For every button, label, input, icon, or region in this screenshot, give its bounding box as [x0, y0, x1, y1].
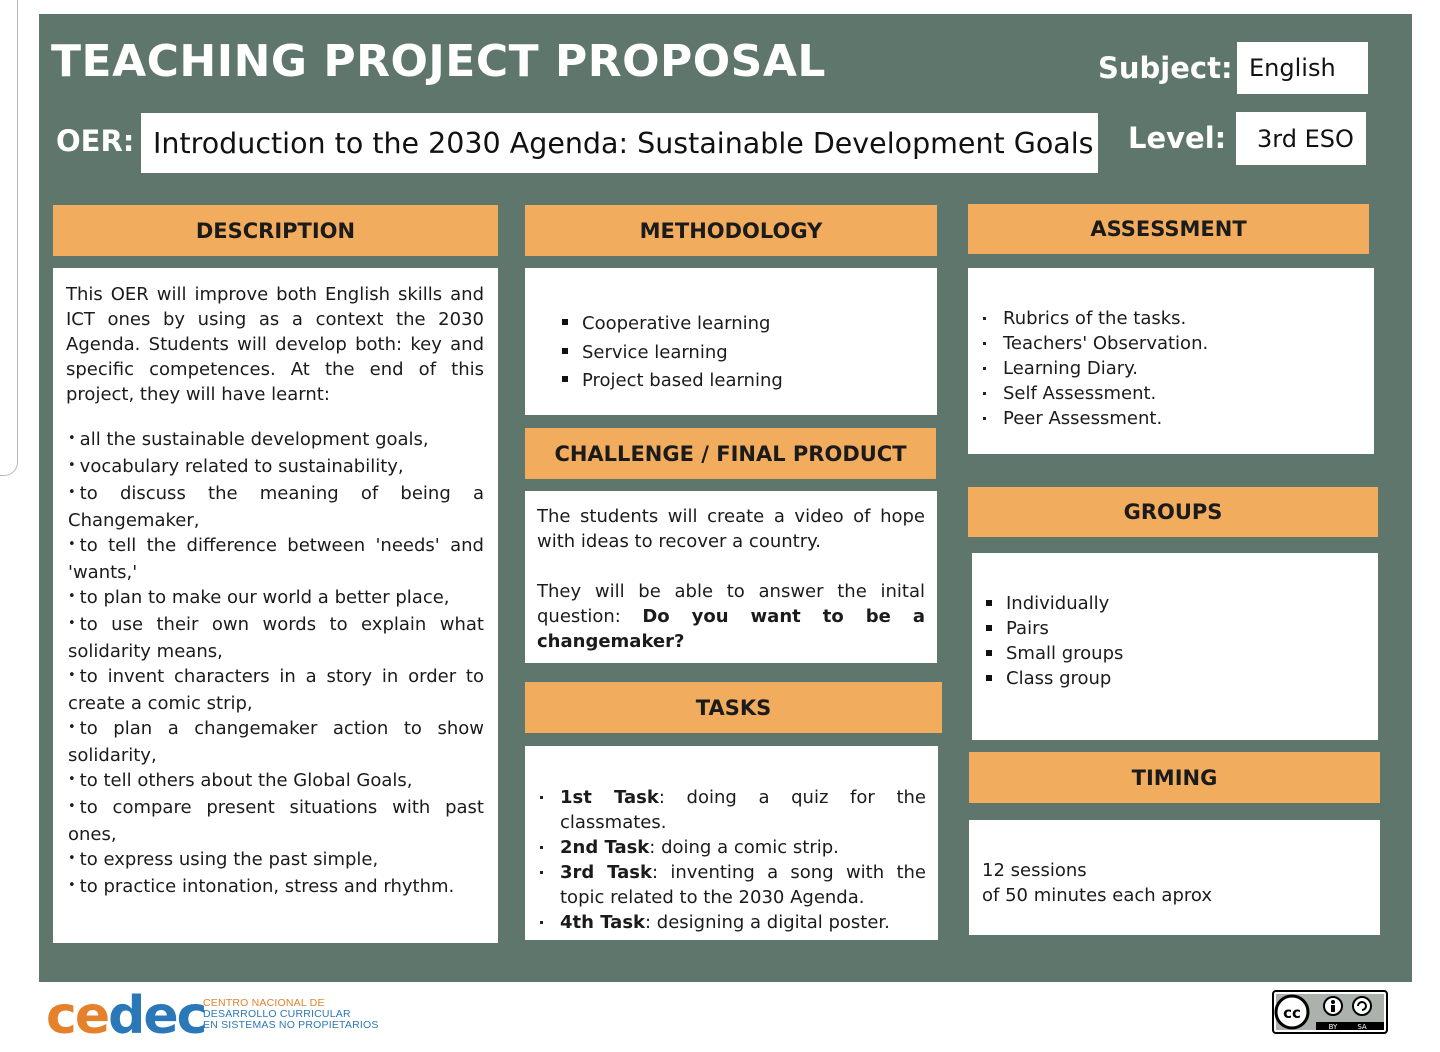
- task-label: 4th Task: [560, 912, 645, 933]
- description-heading: DESCRIPTION: [53, 205, 498, 256]
- list-item: Teachers' Observation.: [979, 331, 1374, 356]
- cc-icon-text: cc: [1283, 1004, 1301, 1022]
- description-panel: [53, 268, 498, 943]
- groups-panel: [972, 553, 1378, 740]
- list-item: [536, 860, 926, 910]
- list-item: [536, 835, 926, 860]
- cc-license-badge: [1272, 990, 1388, 1034]
- methodology-list: [560, 310, 937, 396]
- oer-value: Introduction to the 2030 Agenda: Sustainable Development Goals: [153, 126, 1094, 160]
- list-item: Project based learning: [560, 367, 937, 396]
- challenge-question-paragraph: [537, 579, 925, 654]
- list-item: • to tell the difference between 'needs' and 'wants,': [66, 533, 484, 585]
- list-item: [536, 910, 926, 935]
- list-item: [536, 785, 926, 835]
- description-intro: This OER will improve both English skills and ICT ones by using as a context the 2030 Agenda. Students will develop both: key and specific competences. At the end of this project, they will have learnt:: [66, 284, 484, 405]
- challenge-heading: CHALLENGE / FINAL PRODUCT: [525, 428, 936, 479]
- challenge-question-intro: They will be able to answer the inital question:: [537, 581, 925, 627]
- list-item: Rubrics of the tasks.: [979, 306, 1374, 331]
- list-item: • to compare present situations with past ones,: [66, 795, 484, 847]
- tasks-heading: TASKS: [525, 682, 942, 733]
- list-item: Pairs: [984, 616, 1378, 641]
- tasks-panel: [525, 746, 938, 940]
- level-value: 3rd ESO: [1257, 124, 1354, 153]
- groups-list: [984, 591, 1378, 691]
- timing-heading: TIMING: [969, 752, 1380, 803]
- by-label: BY: [1328, 1023, 1338, 1031]
- list-item: • to express using the past simple,: [66, 847, 484, 874]
- groups-heading: GROUPS: [968, 487, 1378, 537]
- list-item: Self Assessment.: [979, 381, 1374, 406]
- timing-duration: of 50 minutes each aprox: [982, 885, 1212, 906]
- level-value-box: [1236, 112, 1366, 165]
- list-item: • to discuss the meaning of being a Changemaker,: [66, 481, 484, 533]
- list-item: • to practice intonation, stress and rhythm.: [66, 874, 484, 901]
- description-list: [66, 427, 484, 901]
- methodology-heading: METHODOLOGY: [525, 205, 937, 256]
- task-label: 3rd Task: [560, 862, 652, 883]
- list-item: Small groups: [984, 641, 1378, 666]
- assessment-heading: ASSESSMENT: [968, 204, 1369, 254]
- task-text: : doing a comic strip.: [649, 837, 839, 858]
- task-label: 1st Task: [560, 787, 659, 808]
- by-icon-head: [1331, 1000, 1335, 1004]
- timing-panel: [969, 820, 1380, 935]
- list-item: Individually: [984, 591, 1378, 616]
- subject-value: English: [1249, 54, 1336, 82]
- list-item: • vocabulary related to sustainability,: [66, 454, 484, 481]
- list-item: • to invent characters in a story in order to create a comic strip,: [66, 664, 484, 716]
- logo-caption-line: EN SISTEMAS NO PROPIETARIOS: [203, 1019, 379, 1031]
- cedec-logo-caption: [203, 998, 379, 1031]
- list-item: Peer Assessment.: [979, 406, 1374, 431]
- challenge-question: Do you want to be a changemaker?: [537, 606, 925, 652]
- list-item: • to plan to make our world a better place,: [66, 585, 484, 612]
- challenge-panel: [525, 491, 937, 663]
- sa-icon: [1353, 997, 1371, 1015]
- list-item: Cooperative learning: [560, 310, 937, 339]
- window-edge: [0, 0, 18, 476]
- logo-caption-line: CENTRO NACIONAL DE: [203, 997, 325, 1009]
- task-text: : inventing a song with the topic related to the 2030 Agenda.: [560, 862, 926, 908]
- tasks-list: [536, 785, 926, 935]
- by-icon-body: [1331, 1005, 1335, 1012]
- challenge-description: The students will create a video of hope with ideas to recover a country.: [537, 506, 925, 552]
- subject-value-box: [1237, 42, 1368, 94]
- logo-dec: dec: [108, 986, 206, 1046]
- list-item: • to use their own words to explain what solidarity means,: [66, 612, 484, 664]
- level-label: Level:: [1128, 121, 1227, 155]
- methodology-panel: [525, 268, 937, 415]
- logo-ce: ce: [46, 986, 109, 1046]
- oer-label: OER:: [56, 124, 135, 158]
- logo-caption-line: DESARROLLO CURRICULAR: [203, 1008, 351, 1020]
- task-text: : designing a digital poster.: [645, 912, 890, 933]
- subject-label: Subject:: [1098, 51, 1233, 85]
- assessment-panel: [968, 268, 1374, 454]
- oer-value-box: [141, 113, 1098, 173]
- list-item: • to plan a changemaker action to show solidarity,: [66, 716, 484, 768]
- sa-label: SA: [1357, 1023, 1367, 1031]
- badge-strip: [1316, 1022, 1384, 1030]
- task-label: 2nd Task: [560, 837, 650, 858]
- list-item: Learning Diary.: [979, 356, 1374, 381]
- assessment-list: [979, 306, 1374, 431]
- list-item: • all the sustainable development goals,: [66, 427, 484, 454]
- list-item: • to tell others about the Global Goals,: [66, 768, 484, 795]
- timing-sessions: 12 sessions: [982, 860, 1087, 881]
- page-title: TEACHING PROJECT PROPOSAL: [51, 36, 826, 87]
- cedec-logo: [46, 986, 205, 1046]
- list-item: Service learning: [560, 339, 937, 368]
- list-item: Class group: [984, 666, 1378, 691]
- task-text: : doing a quiz for the classmates.: [560, 787, 926, 833]
